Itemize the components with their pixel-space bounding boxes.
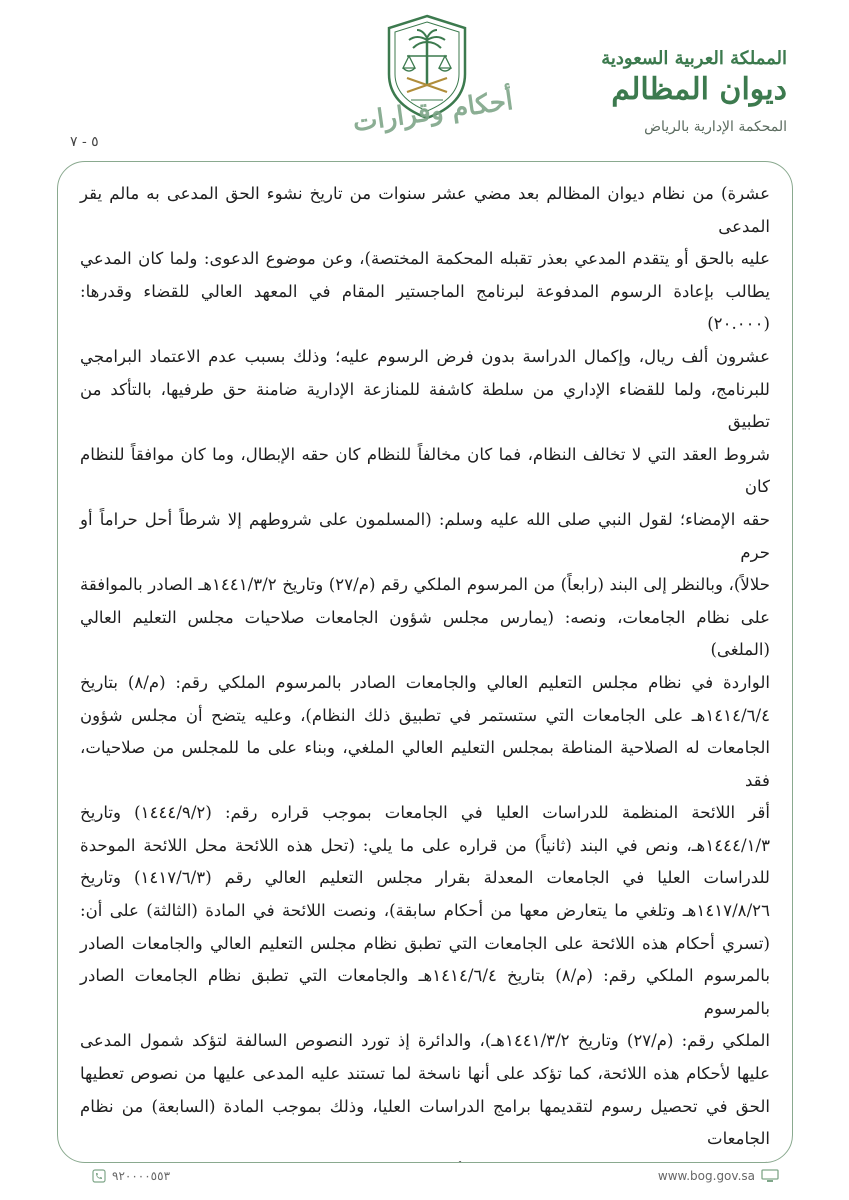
- court-name: المحكمة الإدارية بالرياض: [644, 119, 787, 135]
- text-line: الجامعات له الصلاحية المناطة بمجلس التعليم العالي الملغي، وبناء على ما للمجلس من صلاحيات، فقد: [80, 738, 770, 790]
- website-url[interactable]: www.bog.gov.sa: [657, 1169, 755, 1183]
- text-line: على نظام الجامعات، ونصه: (يمارس مجلس شؤون الجامعات صلاحيات مجلس التعليم العالي (الملغى): [80, 607, 770, 660]
- ministry-heading: [587, 48, 787, 138]
- text-line: حقه الإمضاء؛ لقول النبي صلى الله عليه وسلم: (المسلمون على شروطهم إلا شرطاً أحل حراماً أو حرم: [80, 509, 770, 562]
- country-name: المملكة العربية السعودية: [601, 48, 787, 69]
- page-number: ٥ - ٧: [70, 134, 99, 150]
- page-footer: [0, 1165, 849, 1200]
- text-line: ١٤١٧/٨/٢٦هـ وتلغي ما يتعارض معها من أحكام سابقة)، ونصت اللائحة في المادة (الثالثة) على أن:: [80, 901, 770, 921]
- phone-contact: [92, 1169, 170, 1183]
- text-line: الواردة في نظام مجلس التعليم العالي والجامعات الصادر بالمرسوم الملكي رقم: (م/٨) بتاريخ: [80, 672, 770, 692]
- text-line: الملكي رقم: (م/٢٧) وتاريخ ١٤٤١/٣/٢هـ)، والدائرة إذ تورد النصوص السالفة لتؤكد شمول المدعى: [80, 1031, 771, 1051]
- text-line: شروط العقد التي لا تخالف النظام، فما كان مخالفاً للنظام كان حقه الإبطال، وما كان موافقاً للنظام كان: [80, 444, 770, 497]
- series-title-calligraphy: أحكام وقرارات: [350, 85, 516, 139]
- text-line: الحق في تحصيل رسوم لتقديمها برامج الدراسات العليا، وذلك بموجب المادة (السابعة) من نظام الجامعات: [80, 1096, 770, 1149]
- text-line: عشرة) من نظام ديوان المظالم بعد مضي عشر سنوات من تاريخ نشوء الحق المدعى به مالم يقر المدعى: [80, 184, 770, 236]
- phone-number: ٩٢٠٠٠٠٥٥٣: [112, 1169, 171, 1183]
- text-line: ١٤١٤/٦/٤هـ على الجامعات التي ستستمر في تطبيق ذلك النظام)، وعليه يتضح أن مجلس شؤون: [80, 705, 770, 725]
- phone-icon: [92, 1169, 106, 1183]
- text-line: [80, 1156, 770, 1163]
- text-line: أقر اللائحة المنظمة للدراسات العليا في الجامعات بموجب قراره رقم: (١٤٤٤/٩/٢) وتاريخ: [80, 803, 770, 823]
- text-line: عليه بالحق أو يتقدم المدعي بعذر تقبله المحكمة المختصة)، وعن موضوع الدعوى: ولما كان المدعي: [80, 249, 770, 269]
- text-line: عليها لأحكام هذه اللائحة، كما تؤكد على أنها ناسخة لما تستند عليه المدعى عليها من نصوص تعطيها: [80, 1064, 770, 1084]
- judgment-text: [80, 178, 770, 1163]
- text-line: يطالب بإعادة الرسوم المدفوعة لبرنامج الماجستير المقام في المعهد العالي للقضاء وقدرها: (٢٠.٠٠٠): [80, 281, 770, 334]
- text-line: للدراسات العليا في الجامعات المعدلة بقرار مجلس التعليم العالي رقم (١٤١٧/٦/٣) وتاريخ: [80, 868, 770, 888]
- text-line: (تسري أحكام هذه اللائحة على الجامعات التي تطبق نظام مجلس التعليم العالي والجامعات الصادر: [80, 933, 770, 953]
- text-line: ١٤٤٤/١/٣هـ، ونص في البند (ثانياً) من قراره على ما يلي: (تحل هذه اللائحة محل اللائحة الموحدة: [80, 835, 770, 855]
- text-line: بالمرسوم الملكي رقم: (م/٨) بتاريخ ١٤١٤/٦/٤هـ والجامعات التي تطبق نظام الجامعات الصادر بالمرسوم: [80, 966, 770, 1018]
- computer-icon: [761, 1169, 779, 1183]
- website-contact: [658, 1169, 779, 1183]
- text-line: عشرون ألف ريال، وإكمال الدراسة بدون فرض الرسوم عليه؛ وذلك بسبب عدم الاعتماد البرامجي: [80, 346, 770, 366]
- text-line: للبرنامج، ولما للقضاء الإداري من سلطة كاشفة للمنازعة الإدارية ضامنة حق طرفيها، بالتأكد من تطبيق: [80, 379, 770, 432]
- institution-name: ديوان المظالم: [611, 72, 787, 107]
- judgment-text-box: [57, 161, 793, 1163]
- page-header: [0, 0, 849, 160]
- text-line: حلالاً)، وبالنظر إلى البند (رابعاً) من المرسوم الملكي رقم (م/٢٧) وتاريخ ١٤٤١/٣/٢هـ الصادر بالموافقة: [80, 575, 771, 595]
